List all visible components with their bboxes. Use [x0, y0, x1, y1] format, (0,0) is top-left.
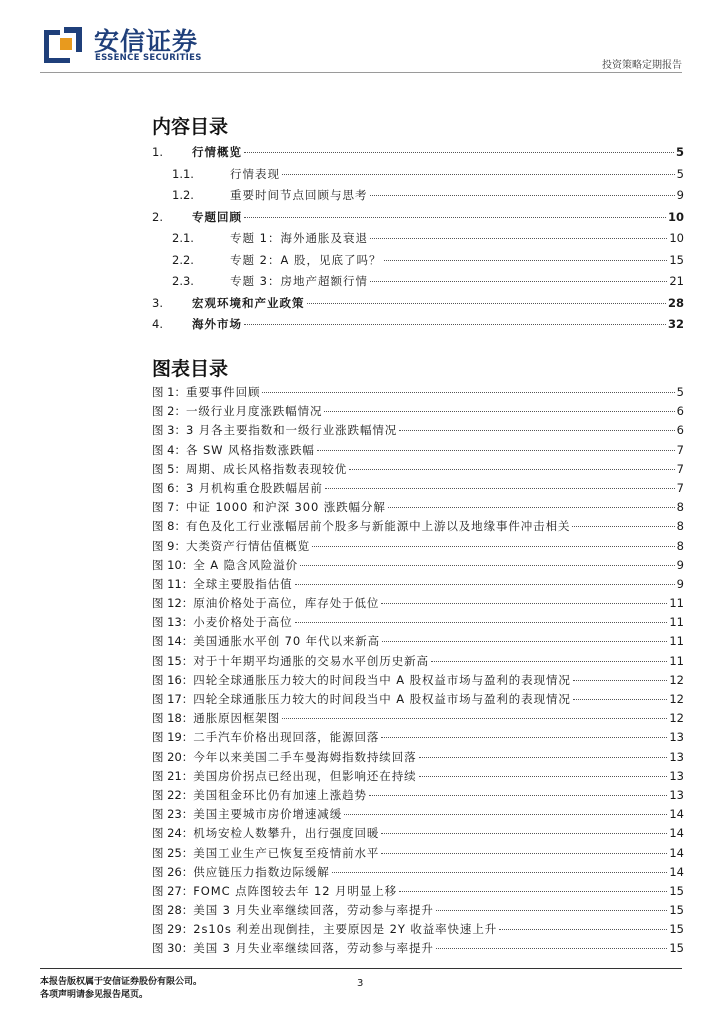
figure-entry-title: 今年以来美国二手车曼海姆指数持续回落 — [193, 749, 417, 764]
figure-entry-label: 图 22： — [152, 787, 194, 802]
figure-entry-title: 周期、成长风格指数表现较优 — [185, 461, 348, 476]
page-number: 3 — [357, 978, 364, 989]
figure-entry[interactable] — [152, 824, 684, 843]
figure-entry-label: 图 23： — [152, 807, 194, 822]
figure-entry[interactable] — [152, 537, 684, 556]
figure-entry-title: 四轮全球通胀压力较大的时间段当中 A 股权益市场与盈利的表现情况 — [193, 692, 571, 706]
brand-name-english: ESSENCE SECURITIES — [95, 53, 202, 63]
figure-entry-label: 图 27： — [152, 883, 194, 898]
toc-entry-title: 专题 1：海外通胀及衰退 — [230, 231, 368, 245]
figure-entry[interactable] — [152, 805, 684, 824]
dot-leader — [399, 891, 667, 892]
figure-entry[interactable] — [152, 575, 684, 594]
figure-entry-page: 9 — [676, 576, 684, 591]
dot-leader — [381, 853, 667, 854]
dot-leader — [572, 526, 674, 527]
figure-entry[interactable] — [152, 632, 684, 651]
figure-entry-title: FOMC 点阵图较去年 12 月明显上移 — [193, 883, 398, 898]
figure-entry-title: 各 SW 风格指数涨跌幅 — [185, 442, 315, 457]
figure-entry[interactable] — [152, 594, 684, 613]
figure-entry-label: 图 26： — [152, 864, 194, 879]
figure-entry-label: 图 10： — [152, 557, 194, 572]
dot-leader — [295, 622, 668, 623]
footer-divider — [40, 968, 682, 969]
toc-entry-title: 海外市场 — [192, 317, 242, 331]
dot-leader — [382, 641, 667, 642]
figure-entry-title: 供应链压力指数边际缓解 — [193, 864, 330, 879]
toc-entry-title: 行情表现 — [230, 166, 280, 181]
figure-entry-label: 图 5： — [152, 461, 186, 476]
figure-entry-label: 图 25： — [152, 845, 194, 860]
figure-entry-label: 图 16： — [152, 672, 194, 687]
figure-entry-title: 美国通胀水平创 70 年代以来新高 — [193, 634, 381, 649]
dot-leader — [244, 217, 666, 218]
dot-leader — [312, 546, 675, 547]
figure-entry[interactable] — [152, 690, 684, 709]
dot-leader — [244, 324, 666, 325]
figure-entry-page: 15 — [669, 922, 684, 937]
copyright-line-2: 各项声明请参见报告尾页。 — [40, 990, 149, 1000]
toc-entry[interactable] — [152, 207, 684, 229]
toc-entry-number: 1.1. — [172, 166, 194, 181]
figure-entry[interactable] — [152, 498, 684, 517]
dot-leader — [370, 195, 675, 196]
figure-entry[interactable] — [152, 786, 684, 805]
table-of-contents — [152, 142, 684, 336]
figure-entry-label: 图 9： — [152, 538, 186, 553]
dot-leader — [282, 718, 667, 719]
figure-entry-title: 一级行业月度涨跌幅情况 — [185, 404, 323, 419]
figure-entry[interactable] — [152, 863, 684, 882]
figure-entry[interactable] — [152, 728, 684, 747]
figure-entry-label: 图 4： — [152, 442, 186, 457]
dot-leader — [349, 469, 674, 470]
dot-leader — [381, 603, 667, 604]
dot-leader — [431, 661, 667, 662]
figure-entry[interactable] — [152, 479, 684, 498]
dot-leader — [436, 910, 668, 911]
figure-entry[interactable] — [152, 652, 684, 671]
figure-entry-label: 图 7： — [152, 500, 186, 515]
toc-entry-title: 宏观环境和产业政策 — [192, 295, 305, 310]
figure-entry-title: 美国租金环比仍有加速上涨趋势 — [193, 787, 367, 802]
figure-entry-label: 图 8： — [152, 519, 186, 534]
toc-entry[interactable] — [152, 228, 684, 250]
figure-entry-label: 图 13： — [152, 615, 194, 630]
dot-leader — [317, 450, 675, 451]
figure-entry-label: 图 18： — [152, 711, 194, 726]
figure-entry-title: 二手汽车价格出现回落，能源回落 — [193, 730, 380, 745]
toc-entry-title: 重要时间节点回顾与思考 — [230, 188, 368, 202]
figure-entry-title: 有色及化工行业涨幅居前个股多与新能源中上游以及地缘事件冲击相关 — [185, 519, 571, 534]
dot-leader — [436, 948, 668, 949]
figure-entry-label: 图 17： — [152, 692, 194, 706]
toc-entry-page: 32 — [667, 317, 684, 331]
figure-entry-page: 13 — [669, 768, 684, 783]
toc-entry-number: 1. — [152, 145, 163, 159]
figure-entry[interactable] — [152, 709, 684, 728]
figure-entry-page: 14 — [669, 807, 684, 822]
toc-entry-title: 专题回顾 — [192, 209, 242, 224]
figure-entry-page: 14 — [669, 845, 684, 860]
dot-leader — [369, 795, 667, 796]
figure-entry-label: 图 2： — [152, 404, 186, 419]
toc-entry-number: 2.3. — [172, 274, 194, 288]
dot-leader — [282, 174, 675, 175]
toc-entry-page: 5 — [675, 145, 684, 159]
figure-entry-page: 11 — [669, 615, 684, 630]
toc-entry-page: 9 — [676, 188, 684, 202]
dot-leader — [370, 281, 667, 282]
toc-entry-page: 10 — [669, 231, 684, 245]
toc-entry-number: 2.2. — [172, 252, 194, 267]
toc-entry[interactable] — [152, 293, 684, 315]
figure-entry-title: 小麦价格处于高位 — [193, 615, 293, 630]
figure-entry-title: 大类资产行情估值概览 — [185, 538, 310, 553]
figure-entry-page: 12 — [669, 711, 684, 726]
figure-entry-title: 美国房价拐点已经出现，但影响还在持续 — [193, 768, 417, 783]
figure-entry-page: 7 — [676, 480, 684, 495]
figure-entry[interactable] — [152, 767, 684, 786]
dot-leader — [381, 833, 667, 834]
figure-entry[interactable] — [152, 460, 684, 479]
dot-leader — [384, 260, 668, 261]
figure-entry-title: 美国主要城市房价增速减缓 — [193, 807, 343, 822]
figure-entry-title: 通胀原因框架图 — [193, 711, 281, 726]
figure-entry-title: 重要事件回顾 — [185, 385, 261, 399]
figure-entry-label: 图 12： — [152, 596, 194, 611]
toc-entry-title: 行情概览 — [192, 145, 242, 159]
toc-entry-number: 2. — [152, 209, 163, 224]
figure-entry-page: 15 — [669, 941, 684, 956]
dot-leader — [307, 303, 666, 304]
figure-entry-page: 13 — [669, 787, 684, 802]
toc-entry-number: 1.2. — [172, 188, 194, 202]
figure-entry-page: 8 — [676, 538, 684, 553]
dot-leader — [419, 757, 668, 758]
figure-entry-label: 图 28： — [152, 903, 194, 918]
toc-entry[interactable] — [152, 164, 684, 186]
figure-entry-title: 美国 3 月失业率继续回落，劳动参与率提升 — [193, 903, 434, 918]
figure-entry[interactable] — [152, 939, 684, 958]
header-divider — [40, 72, 682, 73]
toc-entry-number: 2.1. — [172, 231, 194, 245]
dot-leader — [244, 152, 674, 153]
dot-leader — [300, 565, 675, 566]
figure-entry[interactable] — [152, 748, 684, 767]
figure-entry-label: 图 24： — [152, 826, 194, 841]
toc-entry-page: 28 — [667, 295, 684, 310]
figure-entry-label: 图 19： — [152, 730, 194, 745]
figure-entry-label: 图 15： — [152, 653, 194, 668]
toc-entry[interactable] — [152, 314, 684, 336]
figure-entry-page: 5 — [676, 385, 684, 399]
figure-entry[interactable] — [152, 556, 684, 575]
report-type: 投资策略定期报告 — [602, 60, 682, 71]
figure-entry[interactable] — [152, 844, 684, 863]
figure-entry-page: 7 — [676, 461, 684, 476]
figure-entry-label: 图 30： — [152, 941, 194, 956]
figure-entry-title: 3 月各主要指数和一级行业涨跌幅情况 — [185, 423, 398, 438]
figure-entry-page: 8 — [676, 500, 684, 515]
toc-entry-title: 专题 2：A 股，见底了吗？ — [230, 252, 382, 267]
brand-name: 安信证券 — [94, 27, 199, 56]
figure-entry[interactable] — [152, 613, 684, 632]
figure-entry-label: 图 20： — [152, 749, 194, 764]
figure-entry[interactable] — [152, 901, 684, 920]
dot-leader — [381, 737, 667, 738]
dot-leader — [499, 929, 667, 930]
figure-entry-page: 13 — [669, 730, 684, 745]
dot-leader — [325, 488, 675, 489]
dot-leader — [399, 430, 675, 431]
toc-entry-page: 10 — [667, 209, 684, 224]
figure-entry-title: 中证 1000 和沪深 300 涨跌幅分解 — [185, 500, 386, 515]
toc-entry-page: 15 — [669, 252, 684, 267]
figure-entry-label: 图 21： — [152, 768, 194, 783]
toc-entry-page: 5 — [676, 166, 684, 181]
figure-entry-page: 11 — [669, 596, 684, 611]
toc-entry[interactable] — [152, 250, 684, 272]
figure-entry-title: 原油价格处于高位，库存处于低位 — [193, 596, 380, 611]
toc-entry-number: 4. — [152, 317, 163, 331]
list-of-figures — [152, 383, 684, 959]
figure-entry[interactable] — [152, 920, 684, 939]
figure-entry-page: 11 — [669, 634, 684, 649]
figure-entry[interactable] — [152, 402, 684, 421]
dot-leader — [332, 872, 668, 873]
figure-entry-page: 13 — [669, 749, 684, 764]
dot-leader — [324, 411, 674, 412]
figure-entry-page: 12 — [669, 692, 684, 706]
toc-entry-number: 3. — [152, 295, 163, 310]
toc-heading: 内容目录 — [152, 116, 229, 138]
lof-heading: 图表目录 — [152, 358, 229, 380]
dot-leader — [388, 507, 675, 508]
dot-leader — [419, 776, 668, 777]
dot-leader — [370, 238, 667, 239]
toc-entry[interactable] — [152, 142, 684, 164]
figure-entry-page: 14 — [669, 864, 684, 879]
dot-leader — [344, 814, 667, 815]
figure-entry[interactable] — [152, 441, 684, 460]
toc-entry-title: 专题 3：房地产超额行情 — [230, 274, 368, 288]
dot-leader — [295, 584, 675, 585]
copyright-line-1: 本报告版权属于安信证券股份有限公司。 — [40, 977, 203, 987]
toc-entry[interactable] — [152, 271, 684, 293]
figure-entry-page: 12 — [669, 672, 684, 687]
figure-entry-title: 美国工业生产已恢复至疫情前水平 — [193, 845, 380, 860]
figure-entry-title: 2s10s 利差出现倒挂，主要原因是 2Y 收益率快速上升 — [193, 922, 498, 937]
essence-logo-icon — [40, 24, 88, 64]
figure-entry-title: 机场安检人数攀升，出行强度回暖 — [193, 826, 380, 841]
figure-entry[interactable] — [152, 383, 684, 402]
figure-entry-label: 图 6： — [152, 480, 186, 495]
figure-entry-label: 图 11： — [152, 576, 194, 591]
figure-entry-label: 图 1： — [152, 385, 186, 399]
figure-entry-page: 6 — [676, 404, 684, 419]
figure-entry-page: 9 — [676, 557, 684, 572]
dot-leader — [573, 680, 668, 681]
figure-entry-title: 全 A 隐含风险溢价 — [193, 557, 298, 572]
toc-entry[interactable] — [152, 185, 684, 207]
dot-leader — [262, 392, 674, 393]
figure-entry-page: 15 — [669, 883, 684, 898]
figure-entry[interactable] — [152, 882, 684, 901]
figure-entry-page: 11 — [669, 653, 684, 668]
figure-entry-title: 四轮全球通胀压力较大的时间段当中 A 股权益市场与盈利的表现情况 — [193, 672, 571, 687]
figure-entry-page: 14 — [669, 826, 684, 841]
toc-entry-page: 21 — [669, 274, 684, 288]
figure-entry-page: 6 — [676, 423, 684, 438]
figure-entry-title: 对于十年期平均通胀的交易水平创历史新高 — [193, 653, 429, 668]
figure-entry-label: 图 29： — [152, 922, 194, 937]
figure-entry-label: 图 14： — [152, 634, 194, 649]
figure-entry-title: 3 月机构重仓股跌幅居前 — [185, 480, 323, 495]
figure-entry-page: 8 — [676, 519, 684, 534]
figure-entry[interactable] — [152, 421, 684, 440]
figure-entry-label: 图 3： — [152, 423, 186, 438]
figure-entry[interactable] — [152, 671, 684, 690]
footer-copyright — [40, 976, 202, 1002]
dot-leader — [573, 699, 668, 700]
figure-entry-page: 15 — [669, 903, 684, 918]
figure-entry[interactable] — [152, 517, 684, 536]
figure-entry-title: 全球主要股指估值 — [193, 576, 293, 591]
figure-entry-page: 7 — [676, 442, 684, 457]
figure-entry-title: 美国 3 月失业率继续回落，劳动参与率提升 — [193, 941, 434, 956]
